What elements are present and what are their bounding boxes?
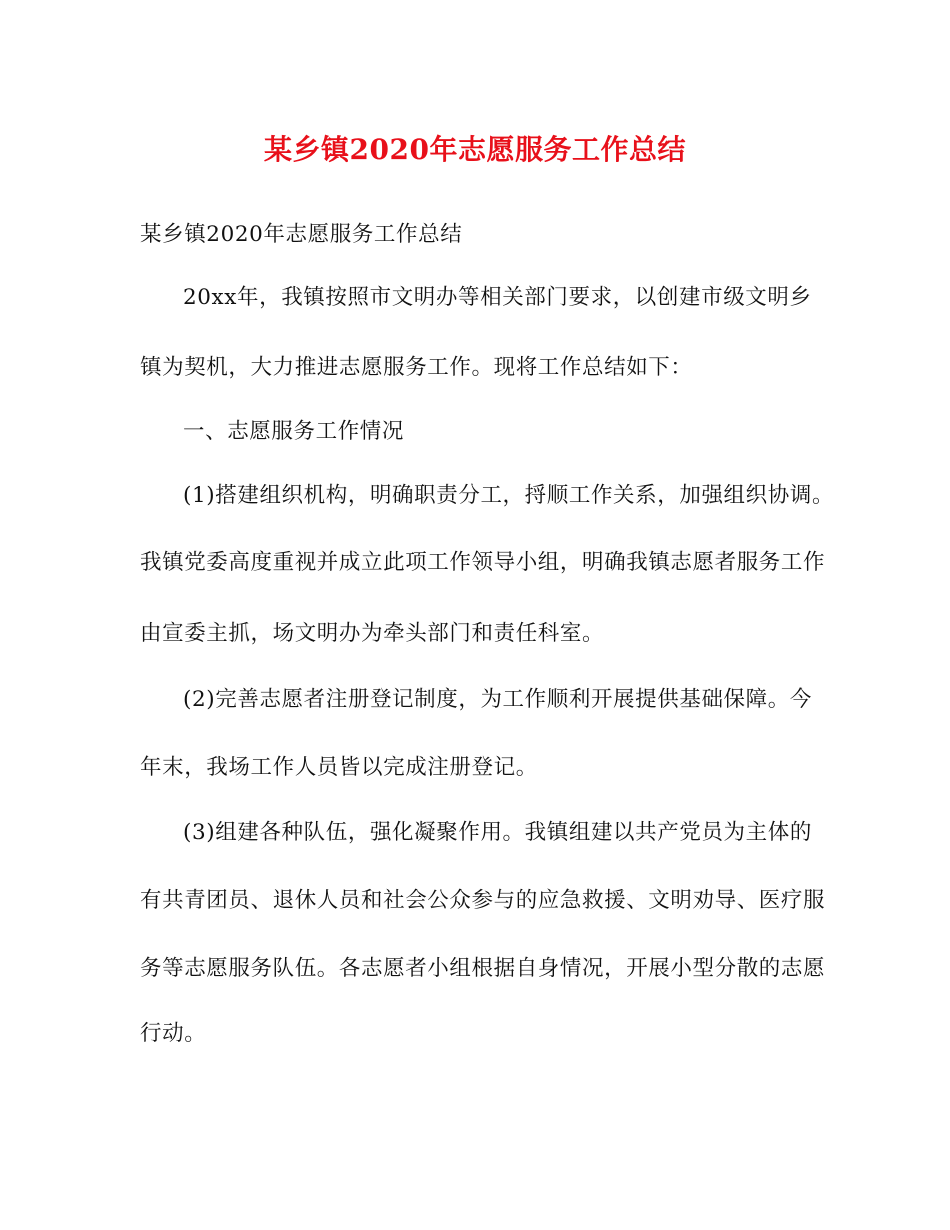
- paragraph-line: 有共青团员、退休人员和社会公众参与的应急救援、文明劝导、医疗服: [140, 888, 826, 913]
- document-title: 某乡镇2020年志愿服务工作总结: [264, 133, 686, 166]
- paragraph-line: 年末，我场工作人员皆以完成注册登记。: [140, 755, 538, 780]
- paragraph-line: 由宣委主抓，场文明办为牵头部门和责任科室。: [140, 621, 605, 646]
- paragraph-line: 20xx年，我镇按照市文明办等相关部门要求，以创建市级文明乡: [183, 285, 812, 310]
- paragraph-line: (2)完善志愿者注册登记制度，为工作顺利开展提供基础保障。今: [183, 687, 812, 712]
- paragraph-line: 务等志愿服务队伍。各志愿者小组根据自身情况，开展小型分散的志愿: [140, 956, 826, 981]
- section-heading: 一、志愿服务工作情况: [183, 419, 405, 444]
- paragraph-line: (1)搭建组织机构，明确职责分工，捋顺工作关系，加强组织协调。: [183, 483, 835, 508]
- paragraph-line: 我镇党委高度重视并成立此项工作领导小组，明确我镇志愿者服务工作: [140, 550, 826, 575]
- paragraph-line: 镇为契机，大力推进志愿服务工作。现将工作总结如下：: [140, 355, 693, 380]
- subtitle-line: 某乡镇2020年志愿服务工作总结: [140, 222, 463, 247]
- paragraph-line: 行动。: [140, 1021, 207, 1046]
- paragraph-line: (3)组建各种队伍，强化凝聚作用。我镇组建以共产党员为主体的: [183, 820, 812, 845]
